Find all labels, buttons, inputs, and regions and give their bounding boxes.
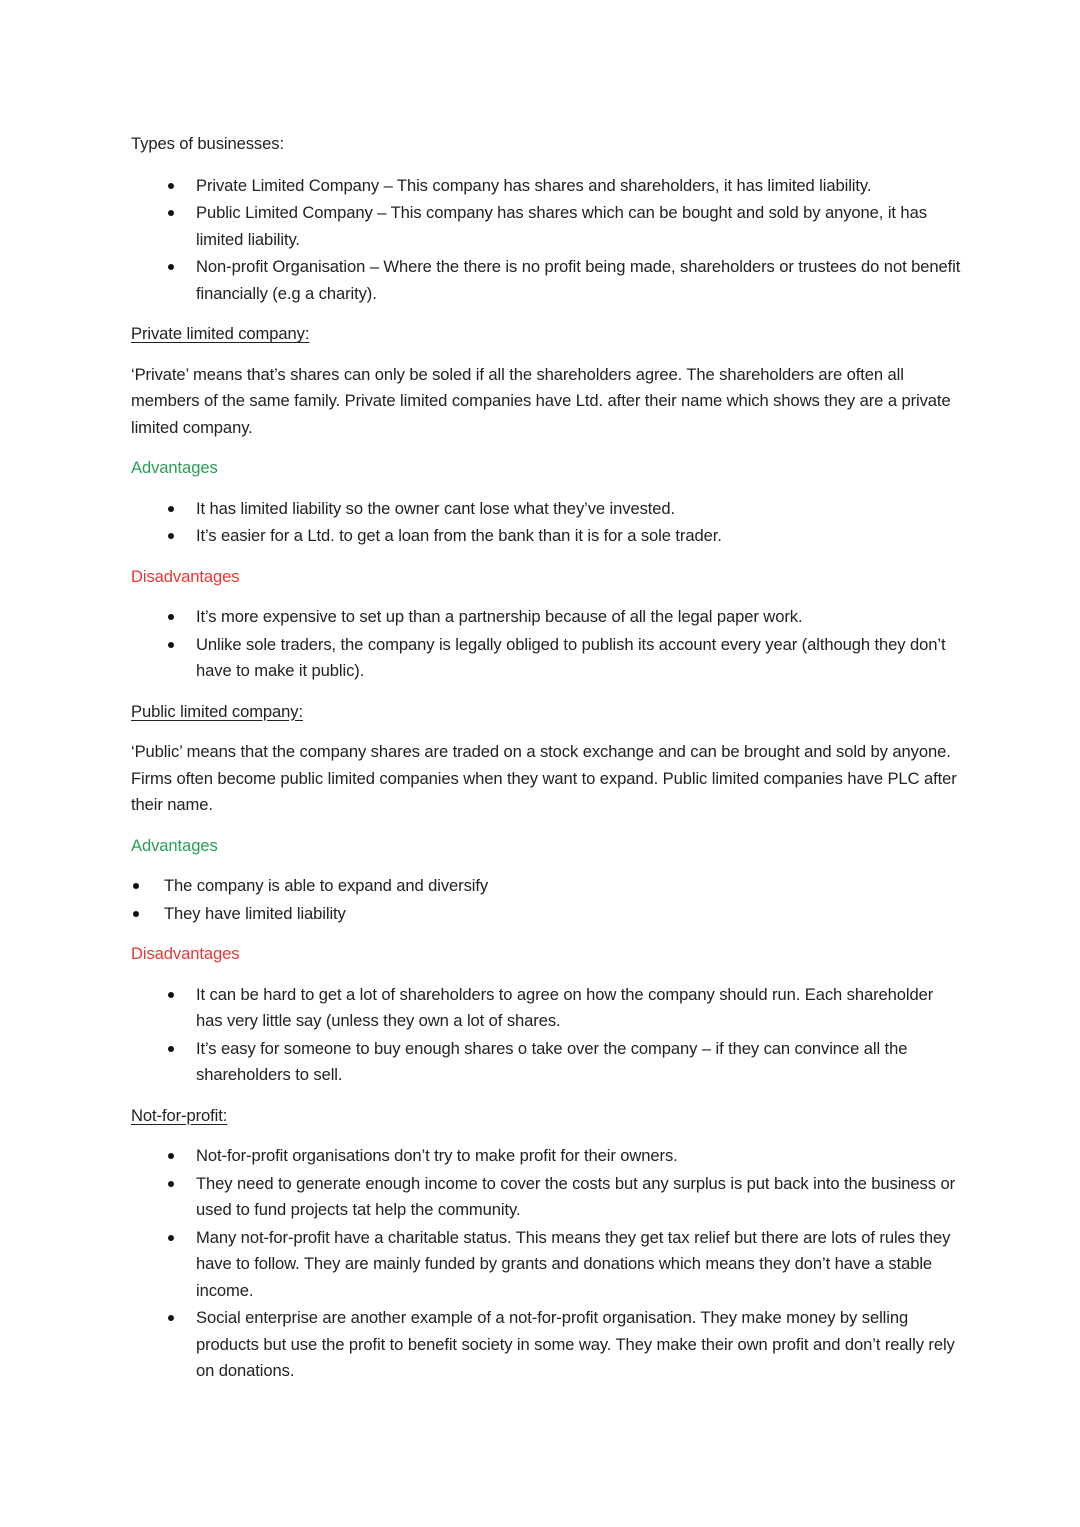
- private-body: ‘Private’ means that’s shares can only be soled if all the shareholders agree. The shareholders are often all members of the same family. Private limited companies have Ltd. after their name which shows they are a private limited company.: [131, 364, 951, 437]
- private-advantages-list: [131, 496, 961, 550]
- list-item: It’s more expensive to set up than a partnership because of all the legal paper work.: [131, 604, 961, 631]
- nfp-list: [131, 1143, 961, 1385]
- private-disadvantages-list: [131, 604, 961, 685]
- list-item: It has limited liability so the owner cant lose what they’ve invested.: [131, 496, 961, 523]
- list-item: Many not-for-profit have a charitable status. This means they get tax relief but there are lots of rules they have to follow. They are mainly funded by grants and donations which means they don’t have a stable income.: [131, 1225, 961, 1305]
- list-item: Not-for-profit organisations don’t try to make profit for their owners.: [131, 1143, 961, 1170]
- private-disadvantages-label: Disadvantages: [131, 566, 240, 586]
- list-item: The company is able to expand and diversify: [131, 873, 961, 900]
- private-heading: Private limited company:: [131, 324, 310, 343]
- public-body: ‘Public’ means that the company shares are traded on a stock exchange and can be brought and sold by anyone. Firms often become public limited companies when they want to expand. Public limited companies have PLC after their name.: [131, 742, 957, 814]
- public-advantages-list: [131, 873, 961, 927]
- private-advantages-label: Advantages: [131, 458, 218, 477]
- nfp-heading: Not-for-profit:: [131, 1105, 228, 1125]
- public-disadvantages-label: Disadvantages: [131, 944, 240, 963]
- public-heading: Public limited company:: [131, 701, 304, 721]
- list-item: Private Limited Company – This company has shares and shareholders, it has limited liability.: [131, 173, 961, 200]
- list-item: It’s easier for a Ltd. to get a loan from the bank than it is for a sole trader.: [131, 523, 961, 550]
- business-types-list: [131, 173, 961, 308]
- list-item: They have limited liability: [131, 901, 961, 928]
- list-item: They need to generate enough income to cover the costs but any surplus is put back into the business or used to fund projects tat help the community.: [131, 1171, 961, 1224]
- public-disadvantages-list: [131, 982, 961, 1089]
- list-item: It can be hard to get a lot of shareholders to agree on how the company should run. Each shareholder has very little say (unless they own a lot of shares.: [131, 982, 961, 1035]
- list-item: It’s easy for someone to buy enough shares o take over the company – if they can convince all the shareholders to sell.: [131, 1036, 961, 1089]
- list-item: Public Limited Company – This company has shares which can be bought and sold by anyone, it has limited liability.: [131, 200, 961, 253]
- public-advantages-label: Advantages: [131, 835, 218, 855]
- list-item: Unlike sole traders, the company is legally obliged to publish its account every year (although they don’t have to make it public).: [131, 632, 961, 685]
- document-page: [131, 131, 961, 1399]
- document-title: Types of businesses:: [131, 134, 284, 153]
- list-item: Non-profit Organisation – Where the there is no profit being made, shareholders or trustees do not benefit financially (e.g a charity).: [131, 254, 961, 307]
- list-item: Social enterprise are another example of a not-for-profit organisation. They make money by selling products but use the profit to benefit society in some way. They make their own profit and don’t really rely on donations.: [131, 1305, 961, 1385]
